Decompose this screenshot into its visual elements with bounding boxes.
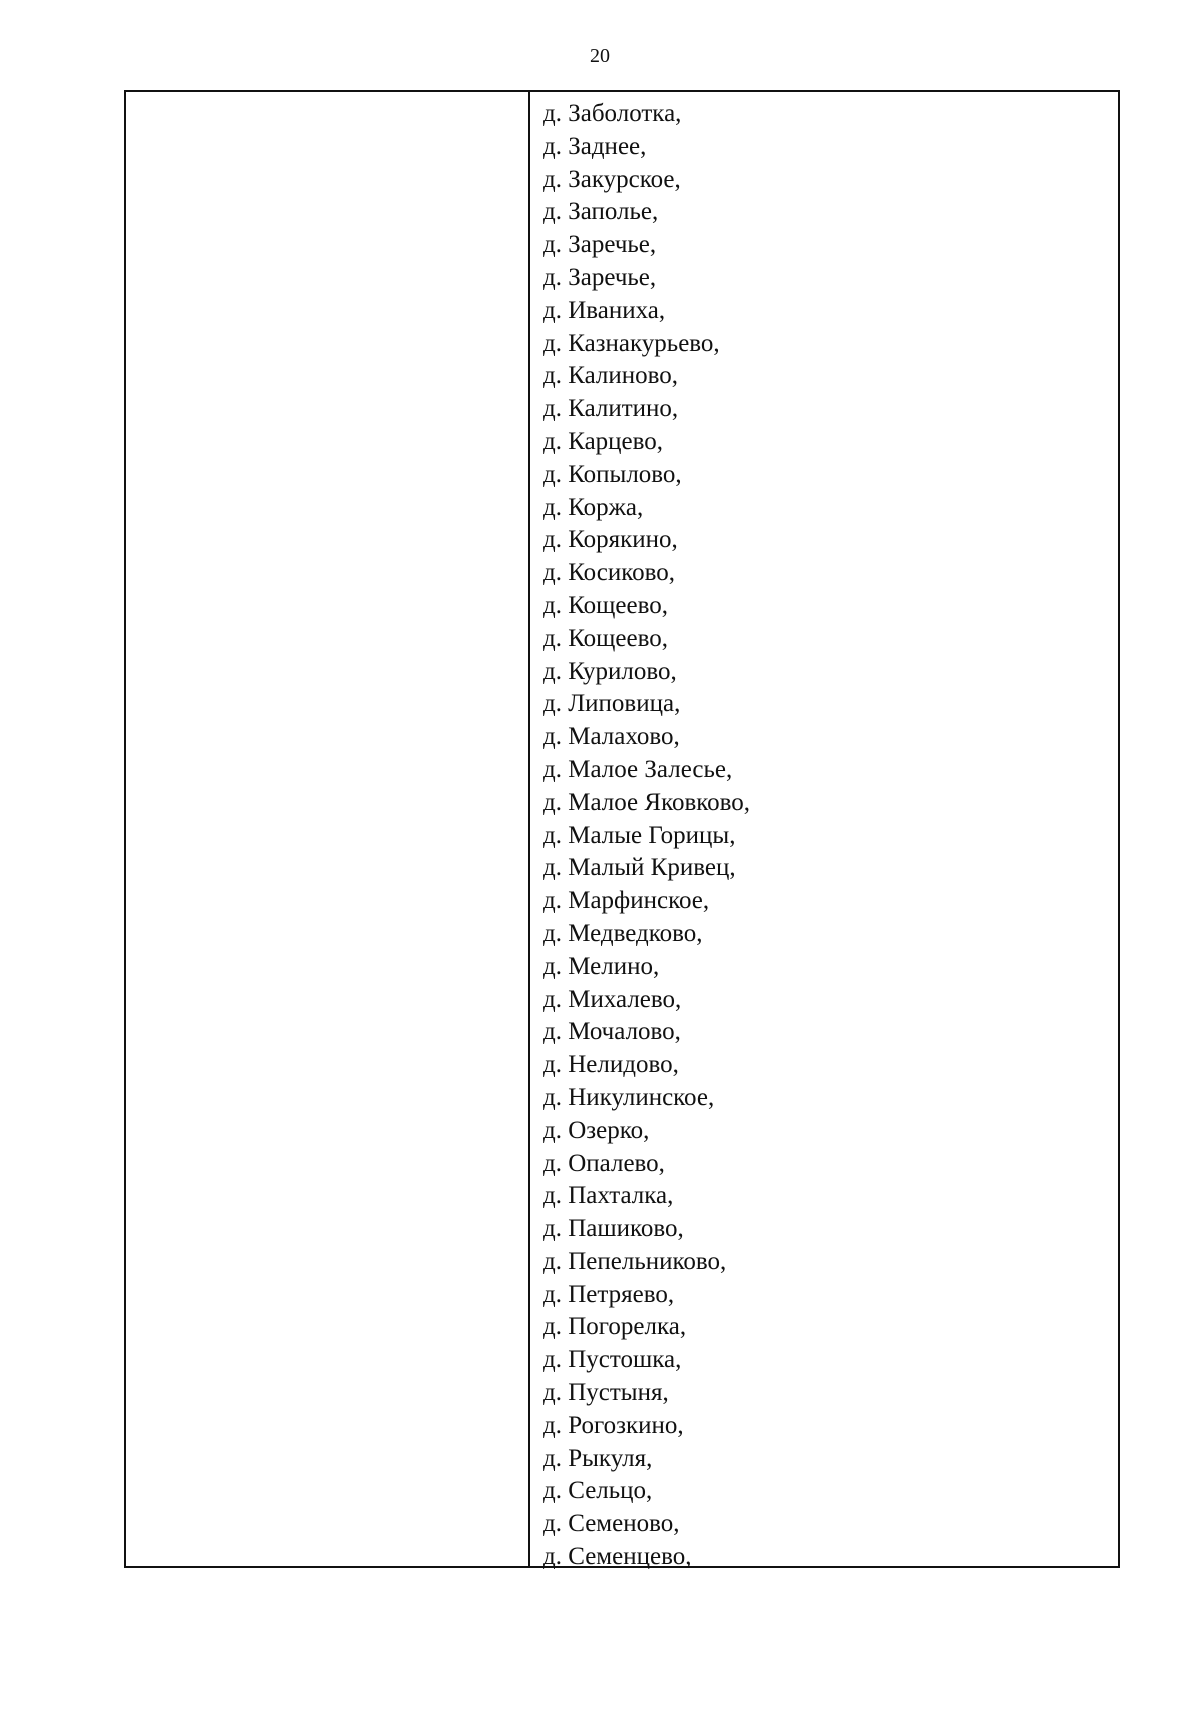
village-list-item: д. Семеново, — [543, 1510, 680, 1538]
village-list — [530, 92, 1118, 1574]
village-list-item: д. Копылово, — [543, 460, 682, 488]
settlements-table — [124, 90, 1120, 1571]
village-list-item: д. Пепельниково, — [543, 1247, 727, 1275]
village-list-item: д. Пустошка, — [543, 1346, 682, 1374]
village-list-item: д. Калитино, — [543, 395, 679, 423]
village-list-item: д. Михалево, — [543, 985, 682, 1013]
village-list-item: д. Коржа, — [543, 493, 644, 521]
village-list-item: д. Рыкуля, — [543, 1444, 653, 1472]
village-list-item: д. Медведково, — [543, 919, 703, 947]
village-list-item: д. Семенцево, — [543, 1543, 692, 1571]
village-list-item: д. Малахово, — [543, 723, 680, 751]
village-list-item: д. Калиново, — [543, 362, 678, 390]
village-list-item: д. Корякино, — [543, 526, 678, 554]
village-list-item: д. Петряево, — [543, 1280, 675, 1308]
table-right-cell — [530, 92, 1118, 1571]
village-list-item: д. Закурское, — [543, 165, 681, 193]
village-list-item: д. Кощеево, — [543, 591, 668, 619]
village-list-item: д. Иваниха, — [543, 296, 666, 324]
village-list-item: д. Погорелка, — [543, 1313, 687, 1341]
village-list-item: д. Заболотка, — [543, 100, 682, 127]
village-list-item: д. Опалево, — [543, 1149, 665, 1177]
village-list-item: д. Косиково, — [543, 559, 676, 587]
village-list-item: д. Заднее, — [543, 132, 647, 160]
village-list-item: д. Заполье, — [543, 198, 659, 226]
village-list-item: д. Малое Яковково, — [543, 788, 751, 816]
village-list-item: д. Липовица, — [543, 690, 681, 718]
village-list-item: д. Кощеево, — [543, 624, 668, 652]
village-list-item: д. Сельцо, — [543, 1477, 653, 1505]
village-list-item: д. Заречье, — [543, 263, 657, 291]
village-list-item: д. Малые Горицы, — [543, 821, 736, 849]
village-list-item: д. Казнакурьево, — [543, 329, 720, 357]
village-list-item: д. Мочалово, — [543, 1018, 681, 1046]
village-list-item: д. Марфинское, — [543, 887, 710, 915]
village-list-item: д. Рогозкино, — [543, 1411, 684, 1439]
village-list-item: д. Нелидово, — [543, 1051, 679, 1079]
village-list-item: д. Никулинское, — [543, 1083, 715, 1111]
village-list-item: д. Малое Залесье, — [543, 755, 733, 783]
page-number: 20 — [590, 45, 610, 67]
village-list-item: д. Пахталка, — [543, 1182, 674, 1210]
village-list-item: д. Озерко, — [543, 1116, 650, 1144]
village-list-item: д. Заречье, — [543, 231, 657, 259]
table-left-cell — [126, 92, 530, 1566]
village-list-item: д. Пустыня, — [543, 1379, 669, 1407]
village-list-item: д. Мелино, — [543, 952, 660, 980]
village-list-item: д. Карцево, — [543, 427, 664, 455]
village-list-item: д. Курилово, — [543, 657, 677, 685]
village-list-item: д. Пашиково, — [543, 1215, 684, 1243]
village-list-item: д. Малый Кривец, — [543, 854, 736, 882]
